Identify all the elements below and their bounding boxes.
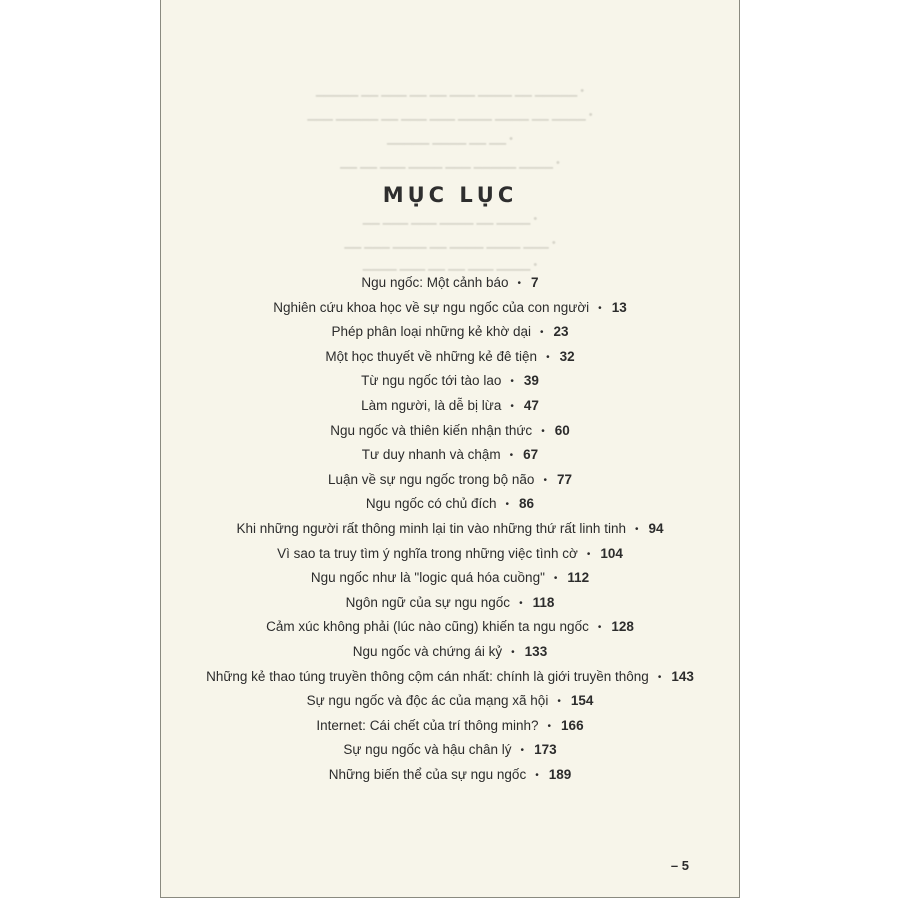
- bullet-separator: •: [517, 278, 522, 289]
- toc-entry: [161, 345, 739, 370]
- toc-entry-title: Vì sao ta truy tìm ý nghĩa trong những việc tình cờ: [277, 545, 578, 561]
- toc-entry-page: 32: [559, 348, 575, 364]
- toc-entry-title: Luận về sự ngu ngốc trong bộ não: [328, 471, 535, 487]
- toc-entry-title: Từ ngu ngốc tới tào lao: [361, 373, 502, 389]
- toc-entry-title: Ngôn ngữ của sự ngu ngốc: [345, 594, 511, 610]
- bullet-separator: •: [510, 400, 514, 412]
- toc-entry-page: 173: [534, 742, 557, 758]
- bullet-separator: •: [598, 302, 602, 314]
- bullet-separator: •: [546, 351, 550, 363]
- toc-entry-page: 166: [561, 717, 584, 733]
- toc-entry-title: Làm người, là dễ bị lừa: [361, 397, 502, 413]
- bullet-separator: •: [540, 327, 544, 339]
- page-title: MỤC LỤC: [382, 183, 518, 207]
- toc-entry: [161, 271, 739, 296]
- toc-entry: [161, 320, 739, 345]
- toc-entry: [161, 763, 739, 788]
- toc-entry-page: 60: [554, 422, 570, 438]
- bleed-through-line: ▁▁▁▁▁ ▁▁▁▁ ▁▁ ▁▁ •: [386, 133, 514, 145]
- toc-entry: [161, 566, 739, 591]
- bleed-through-line: ▁▁▁ ▁▁▁▁▁ ▁▁ ▁▁▁ ▁▁▁ ▁▁▁▁ ▁▁▁▁ ▁▁ ▁▁▁▁ •: [307, 109, 593, 121]
- toc-entry-title: Sự ngu ngốc và hậu chân lý: [343, 742, 512, 758]
- toc-entry: [161, 689, 739, 714]
- toc-entry-page: 94: [648, 520, 664, 536]
- bullet-separator: •: [547, 720, 552, 732]
- toc-entry-page: 13: [611, 299, 627, 315]
- bleed-through-line: ▁▁ ▁▁▁ ▁▁▁▁ ▁▁ ▁▁▁▁ ▁▁▁▁ ▁▁▁ •: [344, 237, 556, 249]
- toc-entry-title: Một học thuyết về những kẻ đê tiện: [325, 348, 538, 364]
- toc-entry-title: Ngu ngốc có chủ đích: [365, 496, 497, 512]
- toc-entry-title: Phép phân loại những kẻ khờ dại: [331, 324, 531, 340]
- bleed-through-line: ▁▁▁▁ ▁▁▁ ▁▁ ▁▁ ▁▁▁ ▁▁▁▁ •: [362, 259, 538, 271]
- toc-entry-page: 67: [523, 447, 539, 463]
- bleed-through-line: ▁▁▁▁▁ ▁▁ ▁▁▁ ▁▁ ▁▁ ▁▁▁ ▁▁▁▁ ▁▁ ▁▁▁▁▁ •: [315, 85, 585, 97]
- toc-entry-page: 112: [567, 570, 590, 586]
- bullet-separator: •: [535, 769, 539, 781]
- toc-entry-page: 7: [531, 275, 539, 290]
- toc-entry: [161, 468, 739, 493]
- toc-entry: [161, 419, 739, 444]
- toc-entry: [161, 640, 739, 665]
- book-page: [160, 0, 740, 898]
- bullet-separator: •: [597, 622, 602, 634]
- toc-entry: [161, 665, 739, 690]
- bullet-separator: •: [634, 523, 639, 535]
- toc-entry-page: 104: [600, 545, 623, 561]
- toc-entry-title: Internet: Cái chết của trí thông minh?: [316, 717, 539, 733]
- bullet-separator: •: [509, 450, 514, 462]
- bullet-separator: •: [510, 376, 514, 388]
- toc-entry: [161, 542, 739, 567]
- toc-entry-title: Sự ngu ngốc và độc ác của mạng xã hội: [306, 693, 549, 709]
- toc-entry: [161, 615, 739, 640]
- toc-entry-page: 47: [523, 397, 539, 413]
- table-of-contents: [161, 271, 739, 787]
- toc-entry: [161, 394, 739, 419]
- toc-entry-page: 77: [556, 471, 572, 487]
- bullet-separator: •: [553, 573, 558, 585]
- toc-entry-page: 189: [548, 766, 572, 782]
- toc-entry: [161, 591, 739, 616]
- bullet-separator: •: [657, 671, 662, 683]
- toc-entry-title: Ngu ngốc và thiên kiến nhận thức: [330, 422, 533, 438]
- toc-entry-title: Ngu ngốc: Một cảnh báo: [361, 275, 509, 290]
- toc-entry: [161, 714, 739, 739]
- toc-entry-page: 86: [519, 496, 535, 512]
- toc-entry-page: 143: [671, 668, 694, 684]
- toc-entry-title: Khi những người rất thông minh lại tin vào những thứ rất linh tinh: [236, 520, 626, 536]
- toc-entry-title: Ngu ngốc và chứng ái kỷ: [352, 643, 503, 659]
- toc-entry-title: Ngu ngốc như là "logic quá hóa cuồng": [310, 570, 545, 586]
- toc-entry: [161, 296, 739, 321]
- bullet-separator: •: [520, 745, 525, 757]
- toc-entry: [161, 369, 739, 394]
- bullet-separator: •: [511, 646, 515, 658]
- toc-entry-title: Những kẻ thao túng truyền thông cộm cán nhất: chính là giới truyền thông: [206, 668, 649, 684]
- toc-entry: [161, 492, 739, 517]
- bullet-separator: •: [519, 597, 523, 609]
- toc-entry: [161, 443, 739, 468]
- toc-entry-title: Tư duy nhanh và chậm: [361, 447, 501, 463]
- toc-entry-page: 128: [611, 619, 634, 635]
- bullet-separator: •: [541, 425, 545, 437]
- toc-entry-page: 133: [524, 643, 548, 659]
- bullet-separator: •: [505, 499, 510, 511]
- toc-entry: [161, 517, 739, 542]
- toc-entry: [161, 738, 739, 763]
- toc-entry-title: Những biến thể của sự ngu ngốc: [328, 766, 527, 782]
- bullet-separator: •: [586, 548, 591, 560]
- toc-entry-title: Cảm xúc không phải (lúc nào cũng) khiến ta ngu ngốc: [266, 619, 589, 635]
- toc-entry-title: Nghiên cứu khoa học về sự ngu ngốc của con người: [273, 299, 590, 315]
- toc-entry-page: 154: [570, 693, 594, 709]
- page-number: – 5: [670, 858, 689, 873]
- toc-entry-page: 23: [553, 324, 569, 340]
- toc-entry-page: 118: [532, 594, 555, 610]
- bullet-separator: •: [543, 474, 547, 486]
- bleed-through-line: ▁▁ ▁▁▁ ▁▁▁ ▁▁▁▁ ▁▁ ▁▁▁▁ •: [362, 213, 538, 225]
- bleed-through-line: ▁▁ ▁▁ ▁▁▁ ▁▁▁▁ ▁▁▁ ▁▁▁▁▁ ▁▁▁▁ •: [340, 157, 560, 169]
- toc-entry-page: 39: [523, 373, 539, 389]
- bullet-separator: •: [557, 696, 561, 708]
